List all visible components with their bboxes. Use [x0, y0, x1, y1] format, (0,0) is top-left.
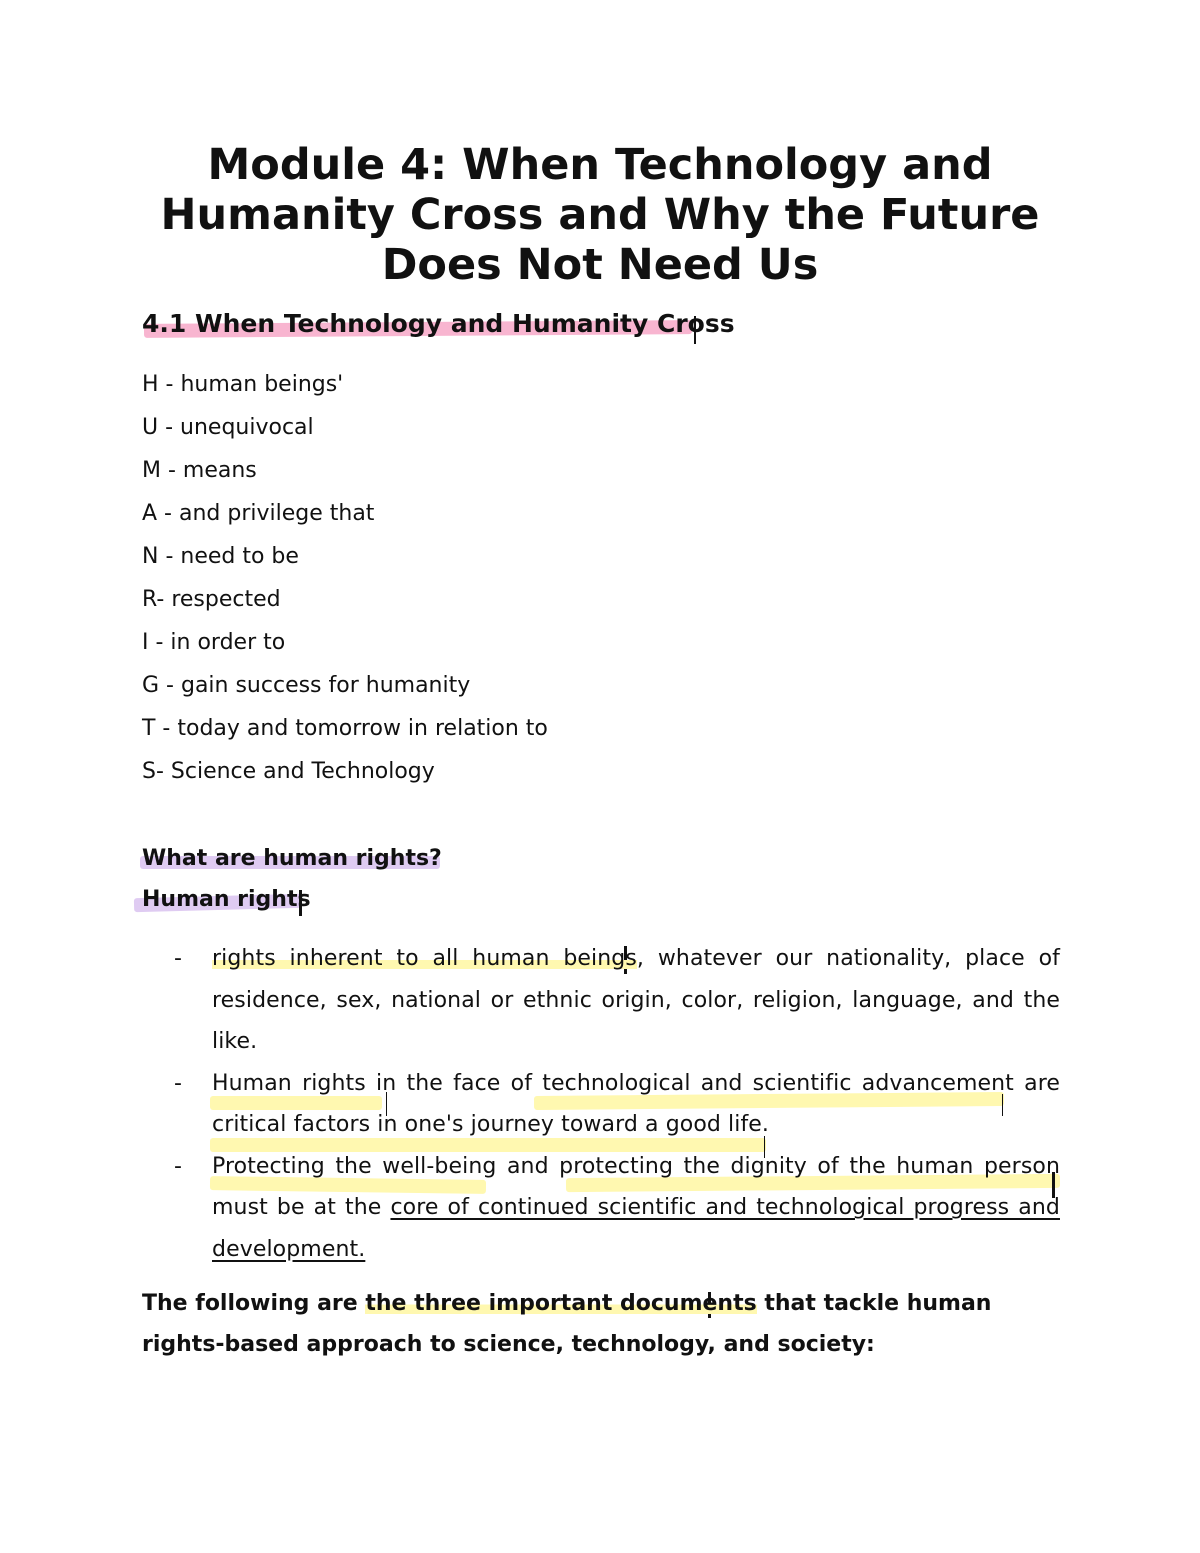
acronym-line-t: T - today and tomorrow in relation to	[142, 716, 548, 741]
list-item-lead: Protecting the well-being and protecting the dignity of the human person must be at the	[212, 1153, 1060, 1220]
list-marker: -	[174, 946, 182, 971]
closing-paragraph	[142, 1283, 1060, 1365]
question-subheading: Human rights	[142, 887, 311, 912]
list-item-rest: , whatever our nationality, place of residence, sex, national or ethnic origin, color, religion, language, and the like.	[212, 946, 1060, 1054]
acronym-line-s: S- Science and Technology	[142, 759, 435, 784]
list-marker: -	[174, 1070, 182, 1096]
closing-pre: The following are	[142, 1291, 366, 1316]
title-line-3: Does Not Need Us	[381, 240, 819, 290]
question-heading: What are human rights?	[142, 846, 442, 871]
list-item-text: Human rights in the face of technological and scientific advancement are critical factors in one's journey toward a good life.	[212, 1070, 1060, 1137]
list-item	[142, 1063, 1060, 1146]
acronym-line-m: M - means	[142, 458, 257, 483]
highlighted-phrase: the three important documents	[365, 1291, 757, 1316]
page-title	[130, 140, 1070, 290]
acronym-line-a: A - and privilege that	[142, 501, 375, 526]
acronym-line-u: U - unequivocal	[142, 415, 314, 440]
acronym-line-r: R- respected	[142, 587, 281, 612]
acronym-line-g: G - gain success for humanity	[142, 673, 471, 698]
list-item-text	[212, 1146, 1060, 1271]
underlined-phrase: core of continued scientific and technological progress and development.	[212, 1195, 1060, 1262]
list-item-text	[212, 938, 1060, 1063]
title-line-1: Module 4: When Technology and	[207, 140, 993, 190]
acronym-line-i: I - in order to	[142, 630, 286, 655]
acronym-line-h: H - human beings'	[142, 372, 344, 397]
section-heading: 4.1 When Technology and Humanity Cross	[142, 309, 735, 338]
closing-post: that tackle human rights-based approach to science, technology, and society:	[142, 1291, 992, 1357]
highlighted-phrase: rights inherent to all human beings	[212, 946, 637, 971]
list-item	[142, 1146, 1060, 1271]
acronym-line-n: N - need to be	[142, 544, 299, 569]
title-line-2: Humanity Cross and Why the Future	[160, 190, 1040, 240]
human-rights-list	[142, 938, 1060, 1270]
list-marker: -	[174, 1153, 182, 1179]
list-item	[142, 938, 1060, 1063]
